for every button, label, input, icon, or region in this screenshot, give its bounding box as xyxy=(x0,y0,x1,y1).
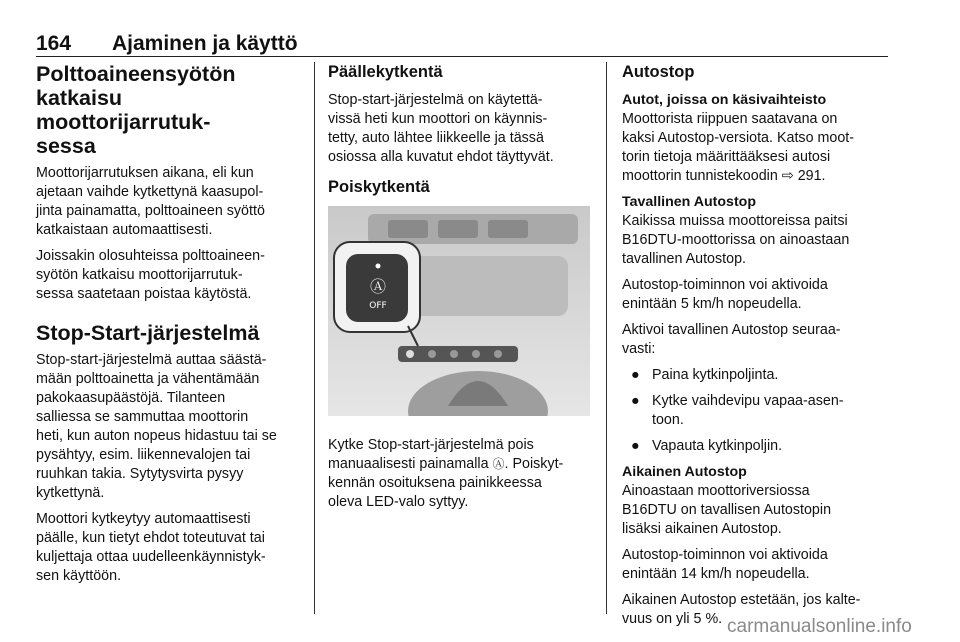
off-label: OFF xyxy=(369,301,387,311)
subsection-heading: Poiskytkentä xyxy=(328,178,430,196)
list-item: ● Paina kytkinpoljinta. xyxy=(631,367,779,383)
bullet-icon: ● xyxy=(631,393,640,409)
paragraph: Stop-start-järjestelmä on käytettä- vissä heti kun moottori on käynnis- tetty, auto lähtee liikkeelle ja tässä osiossa alla kuvatut ehdot täyttyvät. xyxy=(328,92,554,165)
column-2 xyxy=(328,62,590,519)
page-header xyxy=(36,32,888,57)
minor-heading: Autot, joissa on käsivaihteisto xyxy=(622,92,827,108)
list-item: ● Kytke vaihdevipu vapaa-asen- toon. xyxy=(631,393,844,428)
minor-heading: Tavallinen Autostop xyxy=(622,194,756,210)
minor-heading: Aikainen Autostop xyxy=(622,464,747,480)
paragraph: Autostop-toiminnon voi aktivoida enintään 14 km/h nopeudella. xyxy=(622,547,828,582)
paragraph: Moottori kytkeytyy automaattisesti päälle, kun tietyt ehdot toteutuvat tai kuljettaja ottaa uudelleenkäynnistyk- sen käyttöön. xyxy=(36,511,266,584)
column-divider xyxy=(606,62,607,614)
running-title: Ajaminen ja käyttö xyxy=(112,32,298,55)
paragraph: Stop-start-järjestelmä auttaa säästä- mään polttoainetta ja vähentämään pakokaasupäästöjä. Tilanteen salliessa se sammuttaa moottorin heti, kun auton nopeus hidastuu tai se pysähtyy, esim. liikennevalojen tai ruuhkan takia. Sytytysvirta pysyy kytkettynä. xyxy=(36,352,277,501)
bullet-icon: ● xyxy=(631,438,640,454)
console-button-icon xyxy=(328,206,590,416)
section-heading: Polttoaineensyötön katkaisu moottorijarrutuk- sessa xyxy=(36,62,236,158)
console-button-figure xyxy=(328,206,590,416)
paragraph: Kytke Stop-start-järjestelmä pois manuaalisesti painamalla Ⓐ. Poiskyt- kennän osoituksena painikkeessa oleva LED-valo syttyy. xyxy=(328,437,564,510)
column-3 xyxy=(622,62,888,636)
watermark: carmanualsonline.info xyxy=(727,616,912,637)
page-number: 164 xyxy=(36,32,72,55)
paragraph: Joissakin olosuhteissa polttoaineen- syötön katkaisu moottorijarrutuk- sessa saatetaan poistaa käytöstä. xyxy=(36,248,265,302)
paragraph: Kaikissa muissa moottoreissa paitsi B16DTU-moottorissa on ainoastaan tavallinen Autostop. xyxy=(622,213,850,267)
bullet-icon: ● xyxy=(631,367,640,383)
paragraph: Aikainen Autostop estetään, jos kalte- vuus on yli 5 %. xyxy=(622,592,861,627)
paragraph: Ainoastaan moottoriversiossa B16DTU on tavallisen Autostopin lisäksi aikainen Autostop. xyxy=(622,483,832,537)
steps-list xyxy=(622,366,888,456)
section-heading: Stop-Start-järjestelmä xyxy=(36,321,260,345)
svg-text:Ⓐ: Ⓐ xyxy=(369,277,387,296)
autostop-button-icon: Ⓐ xyxy=(492,457,505,471)
paragraph: Aktivoi tavallinen Autostop seuraa- vasti: xyxy=(622,322,841,357)
list-item: ● Vapauta kytkinpoljin. xyxy=(631,438,783,454)
column-1 xyxy=(36,62,298,593)
page-ref-arrow-icon: ⇨ xyxy=(781,168,794,184)
subsection-heading: Päällekytkentä xyxy=(328,63,443,81)
paragraph: Autostop-toiminnon voi aktivoida enintään 5 km/h nopeudella. xyxy=(622,277,828,312)
paragraph: Moottorijarrutuksen aikana, eli kun ajetaan vaihde kytkettynä kaasupol- jinta painamatta, polttoaineen syöttö katkaistaan automaattisesti. xyxy=(36,165,265,238)
column-divider xyxy=(314,62,315,614)
subsection-heading: Autostop xyxy=(622,63,695,81)
paragraph: Moottorista riippuen saatavana on kaksi Autostop-versiota. Katso moot- torin tietoja määrittääksesi autosi moottorin tunnistekoodin ⇨ 291. xyxy=(622,111,855,184)
